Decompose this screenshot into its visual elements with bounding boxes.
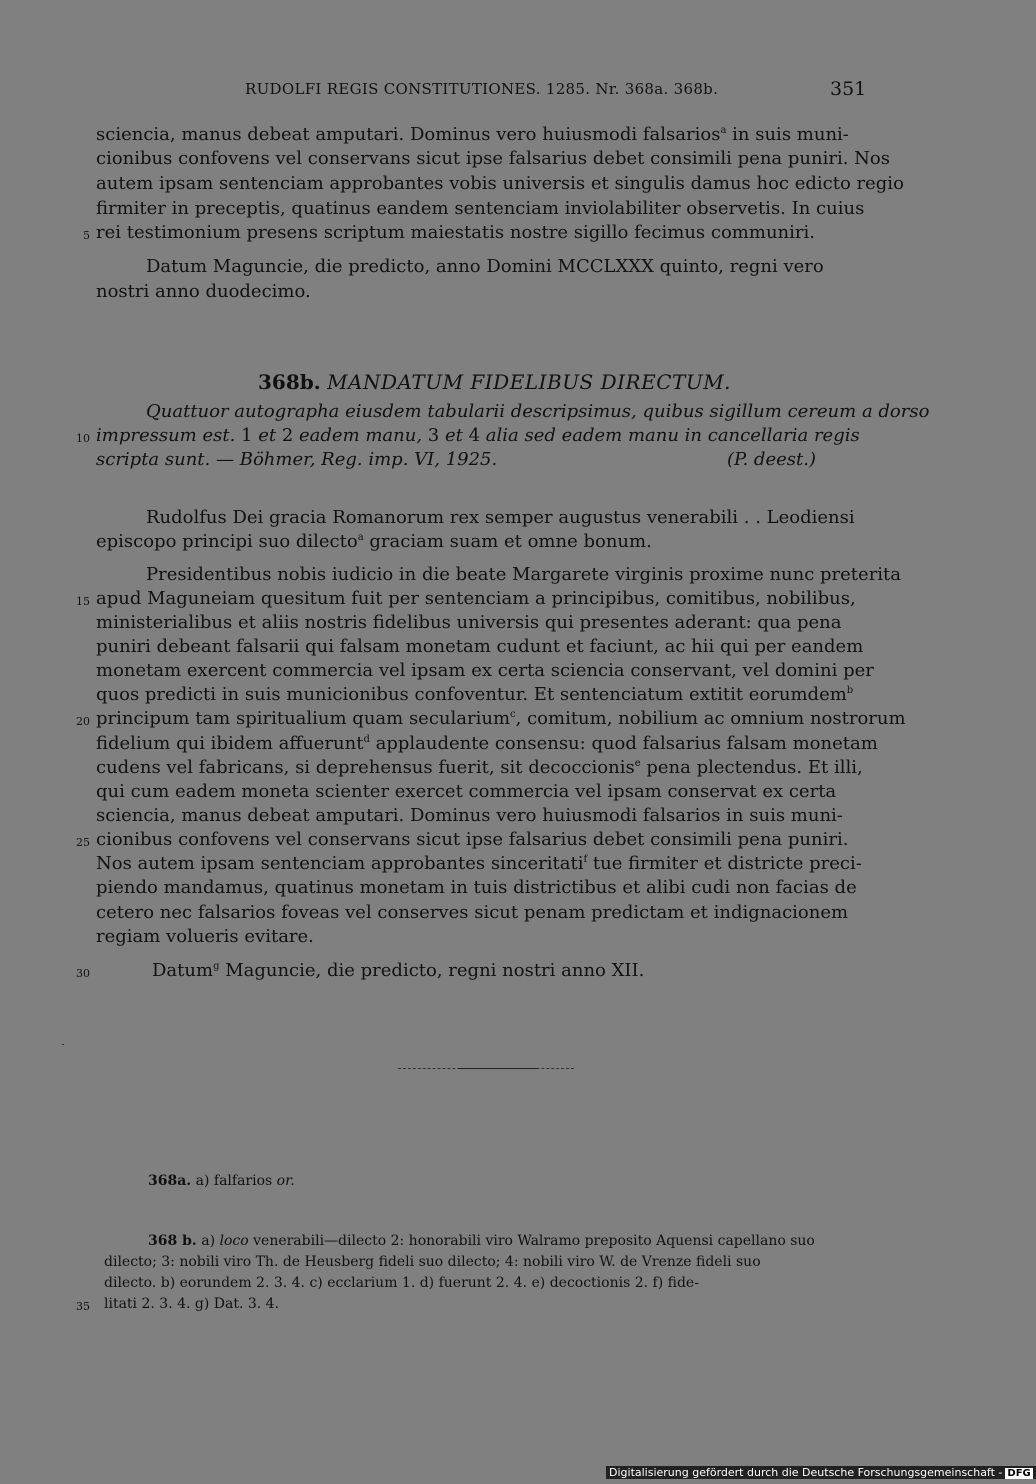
body-line: Nos autem ipsam sentenciam approbantes sinceritati$^f$ tue firmiter et districte preci- xyxy=(96,853,862,874)
footnote-368a: 368a. a) falfarios or. xyxy=(148,1173,295,1189)
body-line: ministerialibus et aliis nostris fidelibus universis qui presentes aderant: qua pena xyxy=(96,612,842,633)
line-number: 20 xyxy=(76,715,90,728)
intro-line: Quattuor autographa eiusdem tabularii descripsimus, quibus sigillum cereum a dorso xyxy=(146,401,930,422)
footnote-368b-line: dilecto. b) eorundem 2. 3. 4. c) ecclarium 1. d) fuerunt 2. 4. e) decoctionis 2. f) fide- xyxy=(104,1275,699,1291)
body-line: principum tam spiritualium quam secularium$^c$, comitum, nobilium ac omnium nostrorum xyxy=(96,708,906,729)
body-line: cionibus confovens vel conservans sicut ipse falsarius debet consimili pena puniri. xyxy=(96,829,849,850)
body-line: piendo mandamus, quatinus monetam in tuis districtibus et alibi cudi non facias de xyxy=(96,877,857,898)
body-line: Presidentibus nobis iudicio in die beate Margarete virginis proxime nunc preterita xyxy=(146,564,902,585)
footnote-368b-line: 368 b. a) loco venerabili—dilecto 2: honorabili viro Walramo preposito Aquensi capellano suo xyxy=(148,1233,815,1249)
body-line: episcopo principi suo dilecto$^a$ graciam suam et omne bonum. xyxy=(96,531,652,552)
text-line: Datum Maguncie, die predicto, anno Domini MCCLXXX quinto, regni vero xyxy=(146,256,824,277)
body-line: cetero nec falsarios foveas vel conserves sicut penam predictam et indignacionem xyxy=(96,902,849,923)
line-number: 35 xyxy=(76,1300,90,1313)
separator-rule-solid xyxy=(458,1068,538,1069)
page-number: 351 xyxy=(830,78,867,100)
footnote-368b-line: dilecto; 3: nobili viro Th. de Heusberg fideli suo dilecto; 4: nobili viro W. de Vrenze fideli suo xyxy=(104,1254,761,1270)
body-line: quos predicti in suis municionibus confoventur. Et sentenciatum extitit eorumdem$^b$ xyxy=(96,684,854,705)
text-line: firmiter in preceptis, quatinus eandem sentenciam inviolabiliter observetis. In cuius xyxy=(96,198,865,219)
separator-rule xyxy=(398,1068,574,1070)
section-heading: 368b. MANDATUM FIDELIBUS DIRECTUM. xyxy=(258,370,732,394)
body-line: monetam exercent commercia vel ipsam ex certa sciencia conservant, vel domini per xyxy=(96,660,874,681)
dfg-logo: DFG xyxy=(1007,1468,1031,1479)
stray-mark xyxy=(62,1044,64,1045)
body-line: puniri debeant falsarii qui falsam monetam cudunt et faciunt, ac hii qui per eandem xyxy=(96,636,864,657)
body-line: regiam volueris evitare. xyxy=(96,926,314,947)
text-line: cionibus confovens vel conservans sicut ipse falsarius debet consimili pena puniri. Nos xyxy=(96,148,890,169)
body-line: Rudolfus Dei gracia Romanorum rex semper augustus venerabili . . Leodiensi xyxy=(146,507,855,528)
body-line: apud Maguneiam quesitum fuit per sentenciam a principibus, comitibus, nobilibus, xyxy=(96,588,856,609)
body-line: qui cum eadem moneta scienter exercet commercia vel ipsam conservat ex certa xyxy=(96,781,837,802)
intro-note: (P. deest.) xyxy=(727,449,816,470)
body-line: cudens vel fabricans, si deprehensus fuerit, sit decoccionis$^e$ pena plectendus. Et illi, xyxy=(96,757,863,778)
text-line: rei testimonium presens scriptum maiestatis nostre sigillo fecimus communiri. xyxy=(96,222,815,243)
intro-line: scripta sunt. — Böhmer, Reg. imp. VI, 1925. xyxy=(96,449,498,470)
body-line: fidelium qui ibidem affuerunt$^d$ applaudente consensu: quod falsarius falsam monetam xyxy=(96,733,878,754)
line-number: 25 xyxy=(76,836,90,849)
running-title: RUDOLFI REGIS CONSTITUTIONES. 1285. Nr. 368a. 368b. xyxy=(245,80,719,98)
line-number: 30 xyxy=(76,967,90,980)
line-number: 5 xyxy=(83,229,90,242)
text-line: sciencia, manus debeat amputari. Dominus vero huiusmodi falsarios$^a$ in suis muni- xyxy=(96,124,849,145)
body-line: Datum$^g$ Maguncie, die predicto, regni nostri anno XII. xyxy=(152,960,645,981)
text-line: autem ipsam sentenciam approbantes vobis universis et singulis damus hoc edicto regio xyxy=(96,173,904,194)
page-header xyxy=(0,80,1000,104)
digitization-footer: Digitalisierung gefördert durch die Deutsche Forschungsgemeinschaft - DFG xyxy=(606,1466,1036,1479)
body-line: sciencia, manus debeat amputari. Dominus vero huiusmodi falsarios in suis muni- xyxy=(96,805,843,826)
line-number: 15 xyxy=(76,595,90,608)
line-number: 10 xyxy=(76,432,90,445)
intro-line: impressum est. 1 et 2 eadem manu, 3 et 4 alia sed eadem manu in cancellaria regis xyxy=(96,425,860,446)
footnote-368b-line: litati 2. 3. 4. g) Dat. 3. 4. xyxy=(104,1296,280,1312)
text-line: nostri anno duodecimo. xyxy=(96,281,311,302)
